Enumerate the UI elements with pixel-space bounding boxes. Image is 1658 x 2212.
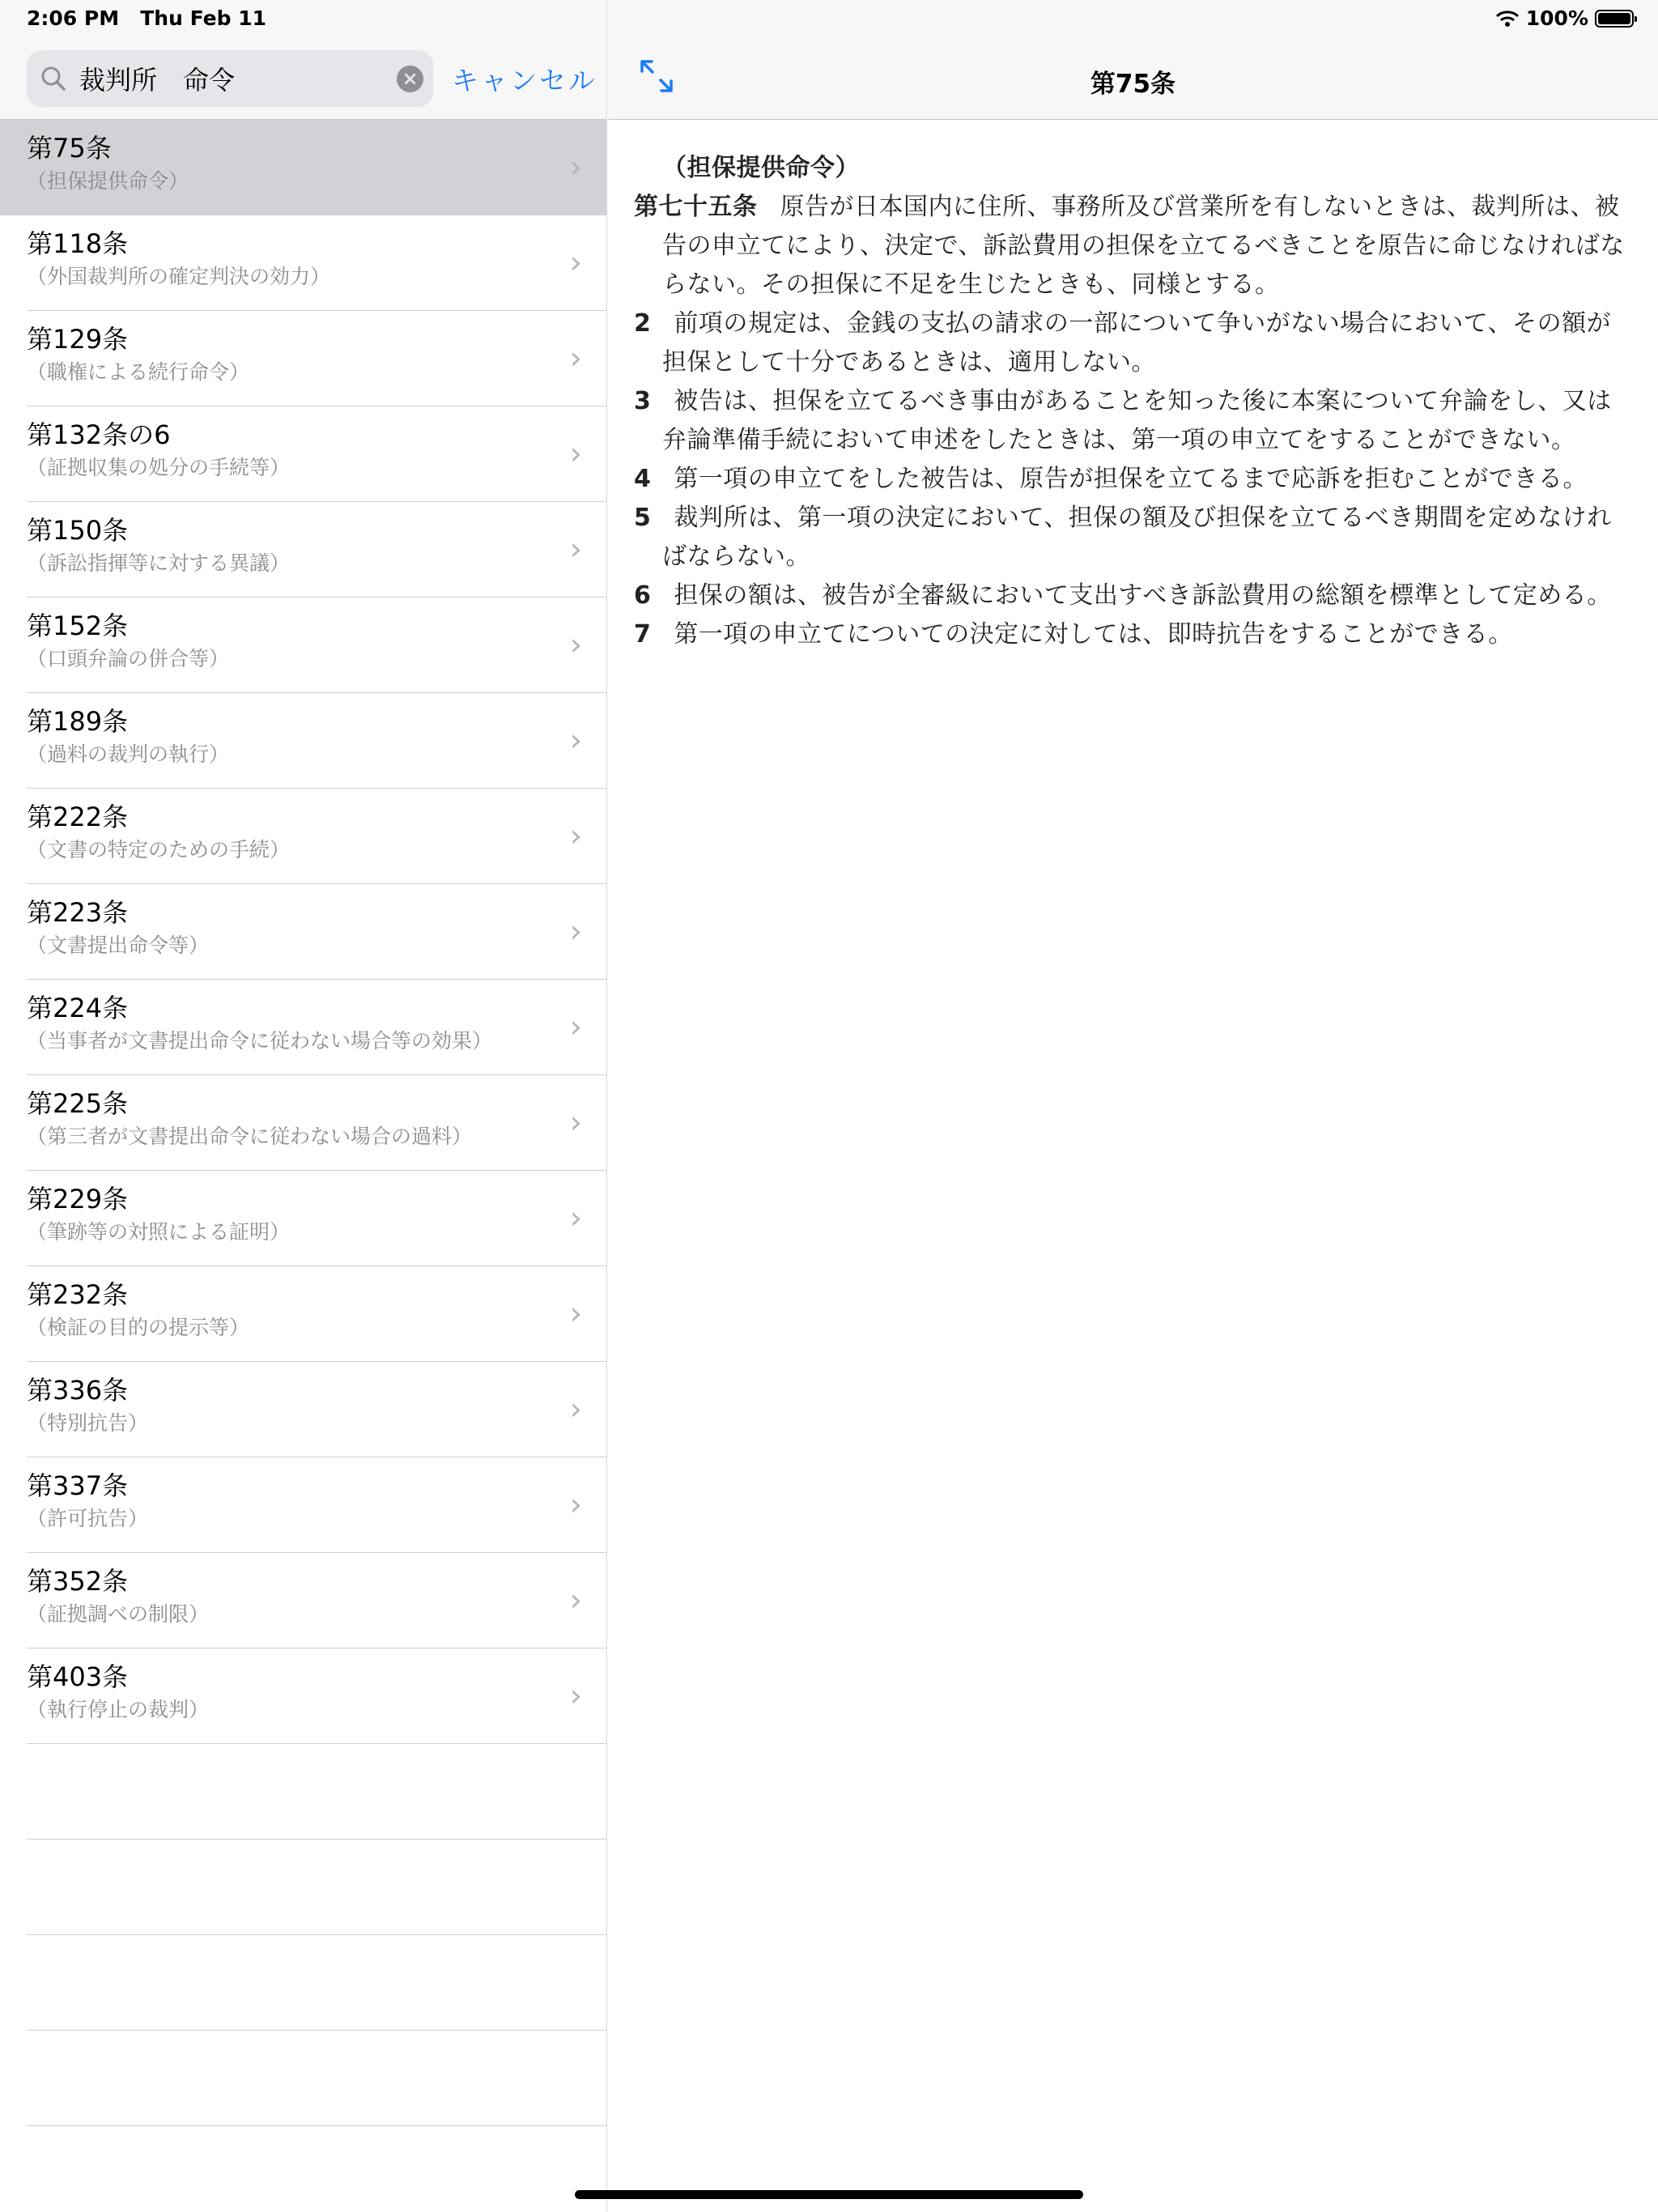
- item-subtitle: （筆跡等の対照による証明）: [27, 1220, 291, 1244]
- article-content: [608, 120, 1658, 654]
- article-paragraph: [634, 460, 1626, 499]
- item-subtitle: （過料の裁判の執行）: [27, 742, 230, 766]
- chevron-right-icon: ›: [569, 1582, 582, 1618]
- list-item[interactable]: [27, 789, 606, 884]
- item-subtitle: （証拠調べの制限）: [27, 1602, 210, 1626]
- paragraph-text: 第一項の申立てについての決定に対しては、即時抗告をすることができる。: [674, 620, 1513, 649]
- paragraph-text: 裁判所は、第一項の決定において、担保の額及び担保を立てるべき期間を定めなければならない。: [662, 504, 1612, 571]
- chevron-right-icon: ›: [569, 1295, 582, 1331]
- item-subtitle: （職権による続行命令）: [27, 360, 250, 384]
- item-title: 第189条: [27, 706, 129, 737]
- paragraph-number: 第七十五条: [634, 193, 758, 221]
- article-paragraph: [634, 188, 1626, 304]
- status-bar: [0, 0, 1658, 40]
- time: 2:06 PM: [27, 6, 120, 30]
- paragraph-number: 6: [634, 581, 652, 610]
- item-subtitle: （担保提供命令）: [27, 169, 189, 193]
- article-paragraph: [634, 615, 1626, 654]
- status-right: [1495, 6, 1634, 30]
- item-subtitle: （当事者が文書提出命令に従わない場合等の効果）: [27, 1029, 493, 1053]
- item-title: 第222条: [27, 802, 129, 832]
- item-title: 第223条: [27, 897, 129, 928]
- chevron-right-icon: ›: [569, 245, 582, 280]
- item-title: 第152条: [27, 610, 129, 641]
- list-item[interactable]: [27, 215, 606, 311]
- item-subtitle: （文書提出命令等）: [27, 934, 210, 957]
- chevron-right-icon: ›: [569, 1104, 582, 1140]
- item-title: 第403条: [27, 1661, 129, 1692]
- paragraph-number: 5: [634, 504, 652, 532]
- cancel-button[interactable]: キャンセル: [452, 65, 597, 96]
- clear-search-icon[interactable]: ×: [397, 66, 423, 92]
- item-subtitle: （外国裁判所の確定判決の効力）: [27, 265, 331, 288]
- chevron-right-icon: ›: [569, 1678, 582, 1713]
- item-subtitle: （検証の目的の提示等）: [27, 1316, 250, 1339]
- paragraph-text: 原告が日本国内に住所、事務所及び営業所を有しないときは、裁判所は、被告の申立てにより、決定で、訴訟費用の担保を立てるべきことを原告に命じなければならない。その担保に不足を生じたときも、同様とする。: [662, 193, 1625, 299]
- item-subtitle: （第三者が文書提出命令に従わない場合の過料）: [27, 1125, 473, 1148]
- item-subtitle: （特別抗告）: [27, 1411, 149, 1435]
- item-subtitle: （口頭弁論の併合等）: [27, 647, 230, 670]
- item-subtitle: （執行停止の裁判）: [27, 1698, 210, 1721]
- results-list: [0, 120, 606, 2126]
- article-paragraph: [634, 576, 1626, 615]
- paragraph-number: 3: [634, 387, 652, 415]
- item-subtitle: （許可抗告）: [27, 1507, 149, 1530]
- search-icon: [39, 64, 68, 93]
- list-item[interactable]: [27, 502, 606, 598]
- chevron-right-icon: ›: [569, 913, 582, 949]
- item-title: 第118条: [27, 228, 129, 259]
- paragraph-text: 第一項の申立てをした被告は、原告が担保を立てるまで応訴を拒むことができる。: [674, 465, 1588, 493]
- item-subtitle: （訴訟指揮等に対する異議）: [27, 551, 291, 575]
- item-subtitle: （証拠収集の処分の手続等）: [27, 456, 291, 479]
- chevron-right-icon: ›: [569, 149, 582, 185]
- list-item[interactable]: [27, 980, 606, 1075]
- list-item[interactable]: [27, 1553, 606, 1648]
- chevron-right-icon: ›: [569, 531, 582, 567]
- item-title: 第225条: [27, 1088, 129, 1119]
- home-indicator[interactable]: [575, 2190, 1083, 2199]
- article-paragraph: [634, 304, 1626, 382]
- item-title: 第75条: [27, 133, 112, 164]
- item-title: 第132条の6: [27, 419, 171, 450]
- paragraph-number: 2: [634, 309, 652, 338]
- battery-icon: [1595, 10, 1634, 28]
- list-item[interactable]: [27, 884, 606, 980]
- empty-row: [27, 2031, 606, 2126]
- item-title: 第224条: [27, 993, 129, 1023]
- paragraph-text: 前項の規定は、金銭の支払の請求の一部について争いがない場合において、その額が担保として十分であるときは、適用しない。: [662, 309, 1612, 376]
- search-query[interactable]: 裁判所 命令: [79, 65, 236, 96]
- paragraph-number: 7: [634, 620, 652, 649]
- empty-row: [27, 1935, 606, 2031]
- item-title: 第232条: [27, 1279, 129, 1310]
- sidebar: [0, 0, 607, 2212]
- paragraph-text: 担保の額は、被告が全審級において支出すべき訴訟費用の総額を標準として定める。: [674, 581, 1612, 610]
- chevron-right-icon: ›: [569, 436, 582, 471]
- item-title: 第150条: [27, 515, 129, 546]
- chevron-right-icon: ›: [569, 340, 582, 376]
- chevron-right-icon: ›: [569, 818, 582, 853]
- list-item[interactable]: [27, 598, 606, 693]
- item-title: 第337条: [27, 1470, 129, 1501]
- chevron-right-icon: ›: [569, 627, 582, 662]
- article-paragraph: [634, 499, 1626, 576]
- list-item[interactable]: [27, 1648, 606, 1744]
- empty-row: [27, 1744, 606, 1840]
- list-item[interactable]: [0, 120, 606, 215]
- article-paragraph: [634, 382, 1626, 460]
- article-heading: （担保提供命令）: [662, 154, 860, 182]
- list-item[interactable]: [27, 1362, 606, 1457]
- list-item[interactable]: [27, 1266, 606, 1362]
- detail-pane: [608, 0, 1658, 2212]
- item-title: 第129条: [27, 324, 129, 355]
- list-item[interactable]: [27, 311, 606, 406]
- chevron-right-icon: ›: [569, 1391, 582, 1427]
- item-title: 第229条: [27, 1184, 129, 1214]
- chevron-right-icon: ›: [569, 1487, 582, 1522]
- item-title: 第352条: [27, 1566, 129, 1597]
- list-item[interactable]: [27, 1171, 606, 1266]
- wifi-icon: [1495, 10, 1520, 28]
- list-item[interactable]: [27, 1457, 606, 1553]
- item-subtitle: （文書の特定のための手続）: [27, 838, 291, 861]
- item-title: 第336条: [27, 1375, 129, 1406]
- date: Thu Feb 11: [140, 6, 266, 30]
- search-input[interactable]: [27, 50, 433, 107]
- status-time: [27, 6, 266, 30]
- paragraph-number: 4: [634, 465, 652, 493]
- paragraph-text: 被告は、担保を立てるべき事由があることを知った後に本案について弁論をし、又は弁論準備手続において申述をしたときは、第一項の申立てをすることができない。: [662, 387, 1612, 454]
- empty-row: [27, 1840, 606, 1935]
- detail-title: 第75条: [1090, 70, 1176, 99]
- chevron-right-icon: ›: [569, 1009, 582, 1044]
- chevron-right-icon: ›: [569, 722, 582, 758]
- list-item[interactable]: [27, 406, 606, 502]
- chevron-right-icon: ›: [569, 1200, 582, 1236]
- battery-percent: 100%: [1525, 6, 1588, 30]
- list-item[interactable]: [27, 693, 606, 789]
- list-item[interactable]: [27, 1075, 606, 1171]
